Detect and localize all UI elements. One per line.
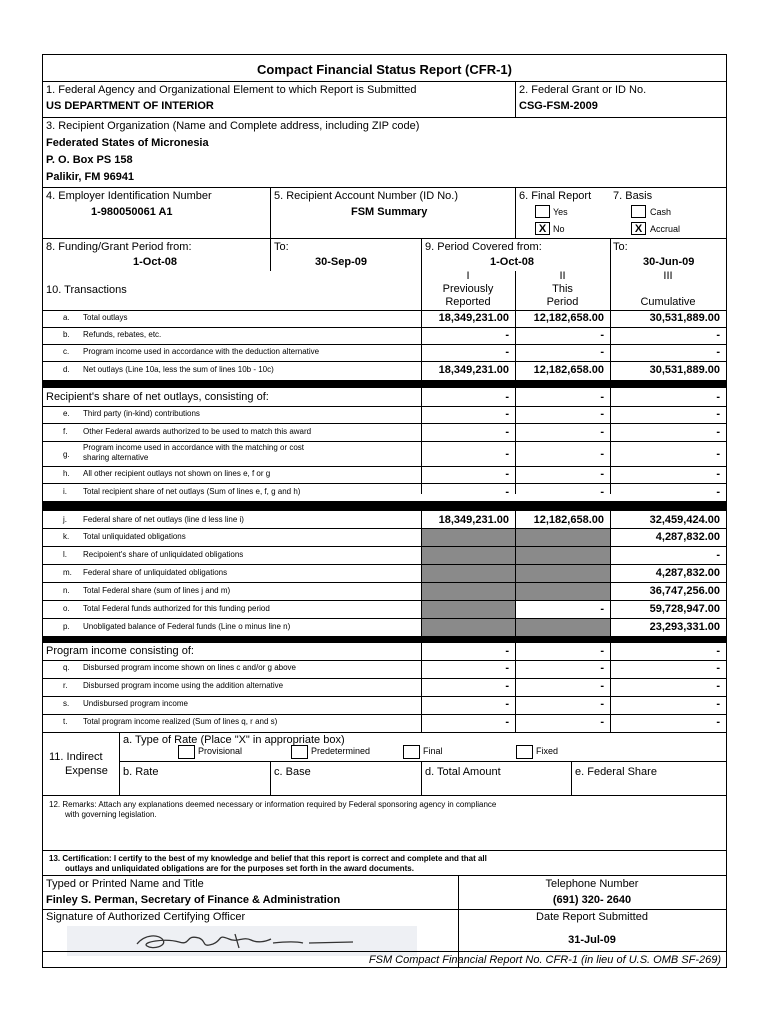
row-h-col1: - — [505, 468, 509, 480]
basis-accrual-checkbox[interactable]: X — [631, 222, 646, 235]
row-b-letter: b. — [63, 330, 70, 339]
row-q-col3: - — [716, 662, 720, 674]
row-h-letter: h. — [63, 469, 70, 478]
federal-share-label: e. Federal Share — [575, 766, 657, 778]
row-e-col1: - — [505, 408, 509, 420]
period-to-value: 30-Jun-09 — [643, 256, 695, 268]
row-g-col2: - — [600, 448, 604, 460]
row-d-col1: 18,349,231.00 — [438, 364, 509, 376]
row-m-col3: 4,287,832.00 — [655, 567, 720, 579]
funding-to-value: 30-Sep-09 — [315, 256, 367, 268]
row-t-col2: - — [600, 716, 604, 728]
final-report-yes-checkbox[interactable] — [535, 205, 550, 218]
field-2-label: 2. Federal Grant or ID No. — [519, 84, 647, 96]
row-c-col2: - — [600, 346, 604, 358]
cfr-form — [42, 54, 727, 968]
col1-header-line1: Previously — [442, 283, 494, 295]
row-k-desc: Total unliquidated obligations — [83, 532, 186, 541]
telephone-value: (691) 320- 2640 — [552, 894, 632, 906]
row-e-desc: Third party (in-kind) contributions — [83, 409, 200, 418]
field-6-label: 6. Final Report — [519, 190, 592, 202]
row-j-col2: 12,182,658.00 — [533, 514, 604, 526]
recipient-share-col1: - — [505, 391, 509, 403]
row-h-col2: - — [600, 468, 604, 480]
row-p-letter: p. — [63, 622, 70, 631]
period-to-label: To: — [613, 241, 628, 253]
rate-type-label: a. Type of Rate (Place "X" in appropriate box) — [123, 734, 345, 746]
program-income-col3: - — [716, 645, 720, 657]
basis-cash-label: Cash — [650, 207, 672, 217]
row-g-col1: - — [505, 448, 509, 460]
row-s-col2: - — [600, 698, 604, 710]
recipient-share-col3: - — [716, 391, 720, 403]
row-n-col3: 36,747,256.00 — [649, 585, 720, 597]
col3-number: III — [663, 270, 673, 282]
row-c-col3: - — [716, 346, 720, 358]
row-m-letter: m. — [63, 568, 72, 577]
row-j-col1: 18,349,231.00 — [438, 514, 509, 526]
rate-label: b. Rate — [123, 766, 159, 778]
field-7-label: 7. Basis — [613, 190, 653, 202]
ein-value: 1-980050061 A1 — [91, 206, 173, 218]
row-j-col3: 32,459,424.00 — [649, 514, 720, 526]
col2-number: II — [559, 270, 566, 282]
row-r-letter: r. — [63, 681, 68, 690]
row-j-desc: Federal share of net outlays (line d less line i) — [83, 515, 244, 524]
row-e-col3: - — [716, 408, 720, 420]
row-f-letter: f. — [63, 427, 68, 436]
row-t-col3: - — [716, 716, 720, 728]
row-q-col2: - — [600, 662, 604, 674]
row-f-col2: - — [600, 426, 604, 438]
indirect-expense-label: 11. Indirect — [49, 751, 103, 763]
program-income-col2: - — [600, 645, 604, 657]
final-report-no-label: No — [553, 224, 565, 234]
predetermined-label: Predetermined — [311, 746, 371, 756]
row-e-col2: - — [600, 408, 604, 420]
program-income-col1: - — [505, 645, 509, 657]
grant-id-value: CSG-FSM-2009 — [519, 100, 598, 112]
recipient-address-line2: Palikir, FM 96941 — [46, 171, 135, 183]
remarks-label-2: with governing legislation. — [65, 810, 157, 819]
provisional-label: Provisional — [198, 746, 243, 756]
row-f-col3: - — [716, 426, 720, 438]
row-q-col1: - — [505, 662, 509, 674]
funding-to-label: To: — [274, 241, 289, 253]
field-5-label: 5. Recipient Account Number (ID No.) — [274, 190, 459, 202]
col1-header-line2: Reported — [445, 296, 491, 308]
field-3-label: 3. Recipient Organization (Name and Complete address, including ZIP code) — [46, 120, 420, 132]
row-d-desc: Net outlays (Line 10a, less the sum of lines 10b - 10c) — [83, 365, 274, 374]
row-o-col3: 59,728,947.00 — [649, 603, 720, 615]
row-k-col3: 4,287,832.00 — [655, 531, 720, 543]
row-d-col2: 12,182,658.00 — [533, 364, 604, 376]
form-footer: FSM Compact Financial Report No. CFR-1 (in lieu of U.S. OMB SF-269) — [368, 954, 721, 966]
row-b-col2: - — [600, 329, 604, 341]
row-g-desc-line2: sharing alternative — [83, 453, 149, 462]
telephone-label: Telephone Number — [545, 878, 639, 890]
date-submitted-value: 31-Jul-09 — [568, 934, 616, 946]
fixed-checkbox[interactable] — [516, 745, 533, 759]
row-l-letter: l. — [63, 550, 67, 559]
row-n-letter: n. — [63, 586, 70, 595]
row-r-desc: Disbursed program income using the addition alternative — [83, 681, 284, 690]
transactions-label: 10. Transactions — [46, 284, 127, 296]
basis-accrual-label: Accrual — [650, 224, 681, 234]
form-title: Compact Financial Status Report (CFR-1) — [257, 62, 512, 77]
field-1-label: 1. Federal Agency and Organizational Element to which Report is Submitted — [46, 84, 417, 96]
row-e-letter: e. — [63, 409, 70, 418]
field-8-label: 8. Funding/Grant Period from: — [46, 241, 192, 253]
certification-text-2: outlays and unliquidated obligations are for the purposes set forth in the award documents. — [65, 864, 414, 873]
field-9-label: 9. Period Covered from: — [425, 241, 542, 253]
row-q-letter: q. — [63, 663, 70, 672]
row-j-letter: j. — [63, 515, 67, 524]
row-c-letter: c. — [63, 347, 70, 356]
certification-text: 13. Certification: I certify to the best of my knowledge and belief that this report is correct and complete and that all — [49, 854, 487, 863]
row-a-desc: Total outlays — [83, 313, 128, 322]
row-m-desc: Federal share of unliquidated obligations — [83, 568, 228, 577]
col2-header-line2: Period — [546, 296, 579, 308]
row-l-desc: Recipoient's share of unliquidated obligations — [83, 550, 244, 559]
final-report-no-checkbox[interactable]: X — [535, 222, 550, 235]
base-label: c. Base — [274, 766, 311, 778]
row-b-desc: Refunds, rebates, etc. — [83, 330, 162, 339]
field-4-label: 4. Employer Identification Number — [46, 190, 212, 202]
row-s-col1: - — [505, 698, 509, 710]
row-t-letter: t. — [63, 717, 68, 726]
recipient-address-line1: P. O. Box PS 158 — [46, 154, 133, 166]
row-f-col1: - — [505, 426, 509, 438]
row-r-col1: - — [505, 680, 509, 692]
recipient-share-col2: - — [600, 391, 604, 403]
program-income-label: Program income consisting of: — [46, 645, 194, 657]
row-a-col3: 30,531,889.00 — [649, 312, 720, 324]
col3-header: Cumulative — [640, 296, 696, 308]
row-t-desc: Total program income realized (Sum of lines q, r and s) — [83, 717, 278, 726]
row-i-col1: - — [505, 486, 509, 498]
federal-agency-value: US DEPARTMENT OF INTERIOR — [46, 100, 214, 112]
row-o-letter: o. — [63, 604, 70, 613]
row-p-desc: Unobligated balance of Federal funds (Line o minus line n) — [83, 622, 291, 631]
indirect-expense-label-2: Expense — [65, 765, 108, 777]
row-i-desc: Total recipient share of net outlays (Sum of lines e, f, g and h) — [83, 487, 301, 496]
row-s-col3: - — [716, 698, 720, 710]
total-amount-label: d. Total Amount — [425, 766, 501, 778]
row-q-desc: Disbursed program income shown on lines c and/or g above — [83, 663, 297, 672]
row-f-desc: Other Federal awards authorized to be used to match this award — [83, 427, 312, 436]
row-g-letter: g. — [63, 450, 70, 459]
recipient-share-label: Recipient's share of net outlays, consisting of: — [46, 391, 269, 403]
period-from-value: 1-Oct-08 — [490, 256, 535, 268]
row-p-col3: 23,293,331.00 — [649, 621, 720, 633]
row-i-col3: - — [716, 486, 720, 498]
row-i-col2: - — [600, 486, 604, 498]
row-a-letter: a. — [63, 313, 70, 322]
row-s-letter: s. — [63, 699, 70, 708]
row-a-col1: 18,349,231.00 — [438, 312, 509, 324]
funding-from-value: 1-Oct-08 — [133, 256, 178, 268]
row-d-letter: d. — [63, 365, 70, 374]
row-s-desc: Undisbursed program income — [83, 699, 188, 708]
row-b-col3: - — [716, 329, 720, 341]
basis-cash-checkbox[interactable] — [631, 205, 646, 218]
predetermined-checkbox[interactable] — [291, 745, 308, 759]
row-o-desc: Total Federal funds authorized for this funding period — [83, 604, 270, 613]
row-r-col3: - — [716, 680, 720, 692]
row-g-col3: - — [716, 448, 720, 460]
date-submitted-label: Date Report Submitted — [536, 911, 648, 923]
row-h-desc: All other recipient outlays not shown on lines e, f or g — [83, 469, 271, 478]
row-a-col2: 12,182,658.00 — [533, 312, 604, 324]
row-t-col1: - — [505, 716, 509, 728]
final-report-yes-label: Yes — [553, 207, 568, 217]
row-r-col2: - — [600, 680, 604, 692]
row-l-col3: - — [716, 549, 720, 561]
col2-header-line1: This — [552, 283, 573, 295]
remarks-label: 12. Remarks: Attach any explanations deemed necessary or information required by Federal sponsoring agency in compliance — [49, 800, 497, 809]
fixed-label: Fixed — [536, 746, 559, 756]
recipient-org-name: Federated States of Micronesia — [46, 137, 209, 149]
final-checkbox[interactable] — [403, 745, 420, 759]
row-o-col2: - — [600, 603, 604, 615]
row-c-desc: Program income used in accordance with the deduction alternative — [83, 347, 320, 356]
row-i-letter: i. — [63, 487, 67, 496]
row-k-letter: k. — [63, 532, 70, 541]
certifying-officer-name: Finley S. Perman, Secretary of Finance & Administration — [46, 894, 341, 906]
col1-number: I — [466, 270, 470, 282]
row-g-desc: Program income used in accordance with the matching or cost — [83, 443, 304, 452]
row-c-col1: - — [505, 346, 509, 358]
account-number-value: FSM Summary — [351, 206, 428, 218]
signature-label: Signature of Authorized Certifying Officer — [46, 911, 246, 923]
final-label: Final — [423, 746, 443, 756]
row-h-col3: - — [716, 468, 720, 480]
name-label: Typed or Printed Name and Title — [46, 878, 204, 890]
row-b-col1: - — [505, 329, 509, 341]
row-n-desc: Total Federal share (sum of lines j and m) — [83, 586, 231, 595]
provisional-checkbox[interactable] — [178, 745, 195, 759]
row-d-col3: 30,531,889.00 — [649, 364, 720, 376]
